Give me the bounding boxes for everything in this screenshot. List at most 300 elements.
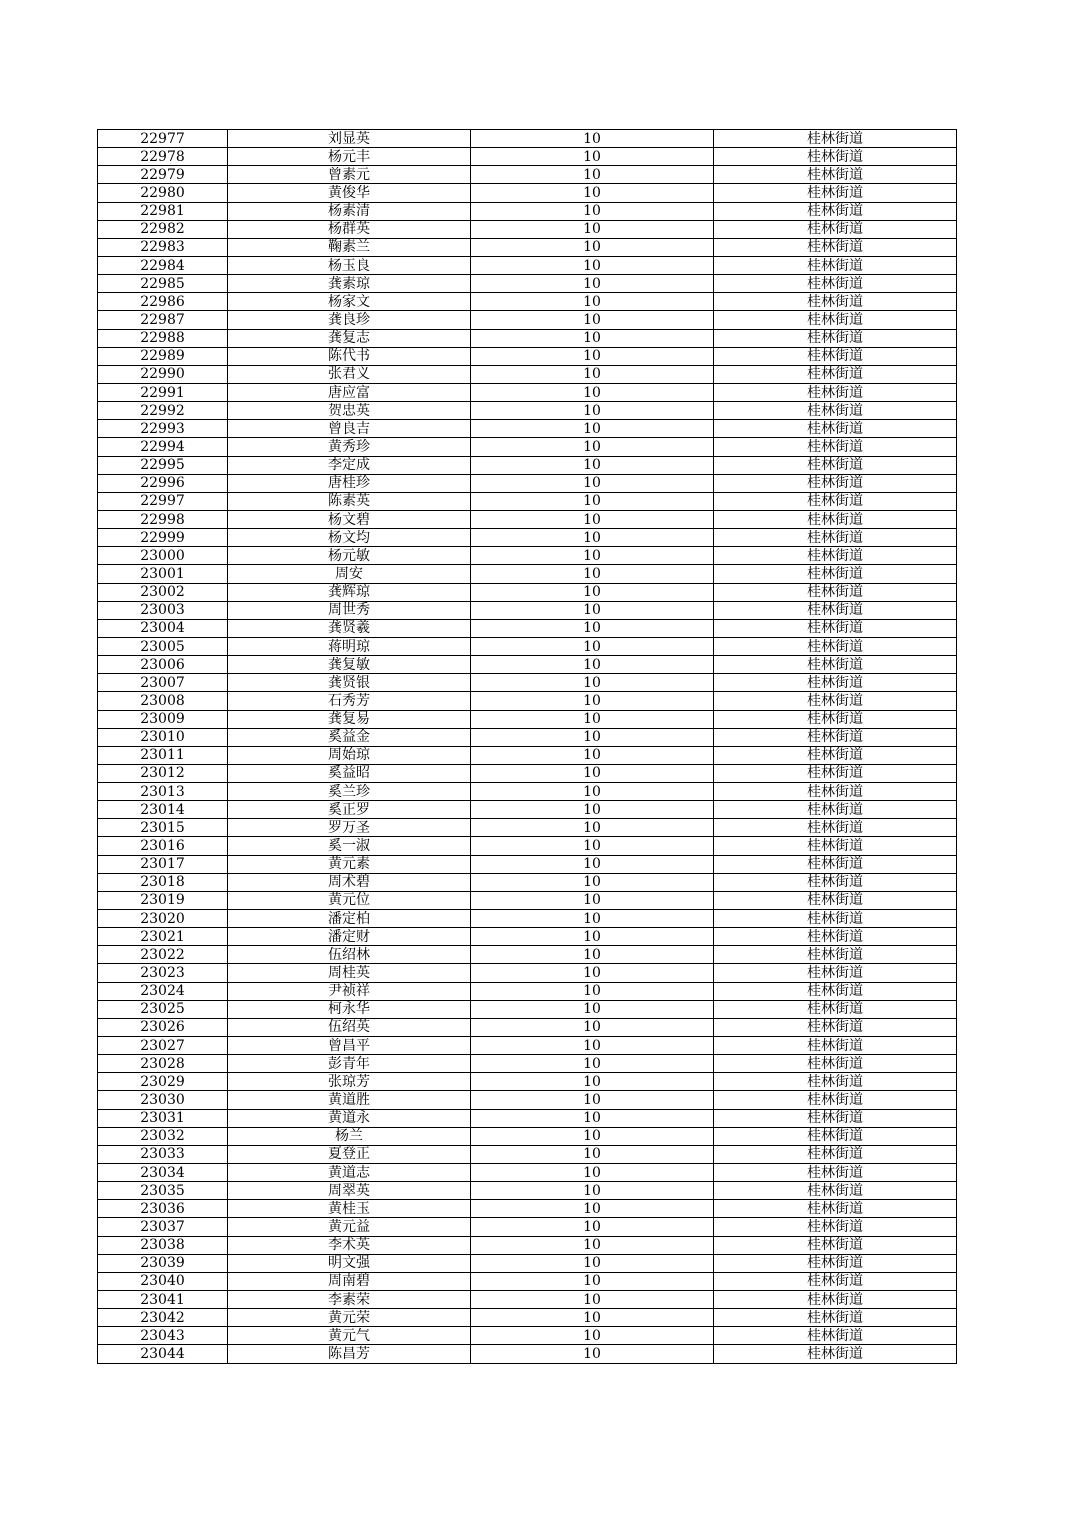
row-area-cell: 桂林街道 (714, 347, 957, 365)
row-area-cell: 桂林街道 (714, 474, 957, 492)
row-amount-cell: 10 (471, 855, 714, 873)
row-name-cell: 伍绍林 (228, 946, 471, 964)
row-area-cell: 桂林街道 (714, 1000, 957, 1018)
row-amount-cell: 10 (471, 728, 714, 746)
row-area-cell: 桂林街道 (714, 656, 957, 674)
row-amount-cell: 10 (471, 964, 714, 982)
row-amount-cell: 10 (471, 1327, 714, 1345)
row-name-cell: 杨群英 (228, 220, 471, 238)
row-area-cell: 桂林街道 (714, 365, 957, 383)
row-amount-cell: 10 (471, 1109, 714, 1127)
table-row (98, 1182, 957, 1200)
row-id-cell: 23014 (98, 801, 228, 819)
table-row (98, 637, 957, 655)
row-area-cell: 桂林街道 (714, 910, 957, 928)
table-row (98, 1236, 957, 1254)
row-id-cell: 23010 (98, 728, 228, 746)
table-row (98, 347, 957, 365)
row-id-cell: 22995 (98, 456, 228, 474)
row-amount-cell: 10 (471, 438, 714, 456)
row-id-cell: 23036 (98, 1200, 228, 1218)
row-amount-cell: 10 (471, 329, 714, 347)
table-row (98, 928, 957, 946)
row-area-cell: 桂林街道 (714, 1218, 957, 1236)
row-area-cell: 桂林街道 (714, 166, 957, 184)
row-area-cell: 桂林街道 (714, 710, 957, 728)
row-area-cell: 桂林街道 (714, 311, 957, 329)
row-name-cell: 李素荣 (228, 1291, 471, 1309)
row-name-cell: 杨文碧 (228, 510, 471, 528)
table-row (98, 311, 957, 329)
row-area-cell: 桂林街道 (714, 946, 957, 964)
row-id-cell: 22990 (98, 365, 228, 383)
table-row (98, 1091, 957, 1109)
row-name-cell: 石秀芳 (228, 692, 471, 710)
row-area-cell: 桂林街道 (714, 510, 957, 528)
row-area-cell: 桂林街道 (714, 674, 957, 692)
table-row (98, 365, 957, 383)
row-area-cell: 桂林街道 (714, 619, 957, 637)
table-row (98, 1127, 957, 1145)
row-area-cell: 桂林街道 (714, 1018, 957, 1036)
row-name-cell: 杨元敏 (228, 547, 471, 565)
row-area-cell: 桂林街道 (714, 1182, 957, 1200)
row-amount-cell: 10 (471, 1055, 714, 1073)
row-amount-cell: 10 (471, 456, 714, 474)
row-id-cell: 22997 (98, 492, 228, 510)
row-id-cell: 23034 (98, 1164, 228, 1182)
table-row (98, 656, 957, 674)
row-amount-cell: 10 (471, 220, 714, 238)
table-row (98, 873, 957, 891)
row-id-cell: 23017 (98, 855, 228, 873)
row-name-cell: 黄元荣 (228, 1309, 471, 1327)
row-area-cell: 桂林街道 (714, 1272, 957, 1290)
row-amount-cell: 10 (471, 474, 714, 492)
row-area-cell: 桂林街道 (714, 148, 957, 166)
row-area-cell: 桂林街道 (714, 1073, 957, 1091)
row-name-cell: 张君义 (228, 365, 471, 383)
row-amount-cell: 10 (471, 982, 714, 1000)
row-area-cell: 桂林街道 (714, 456, 957, 474)
row-id-cell: 22998 (98, 510, 228, 528)
row-amount-cell: 10 (471, 801, 714, 819)
row-amount-cell: 10 (471, 1073, 714, 1091)
row-area-cell: 桂林街道 (714, 764, 957, 782)
row-amount-cell: 10 (471, 565, 714, 583)
row-name-cell: 夏登正 (228, 1145, 471, 1163)
row-area-cell: 桂林街道 (714, 746, 957, 764)
row-area-cell: 桂林街道 (714, 728, 957, 746)
row-name-cell: 黄元气 (228, 1327, 471, 1345)
row-name-cell: 龚复志 (228, 329, 471, 347)
row-area-cell: 桂林街道 (714, 873, 957, 891)
row-amount-cell: 10 (471, 402, 714, 420)
table-row (98, 220, 957, 238)
row-name-cell: 龚素琼 (228, 275, 471, 293)
table-row (98, 1345, 957, 1363)
row-amount-cell: 10 (471, 764, 714, 782)
row-name-cell: 曾良吉 (228, 420, 471, 438)
row-area-cell: 桂林街道 (714, 601, 957, 619)
row-id-cell: 23028 (98, 1055, 228, 1073)
row-area-cell: 桂林街道 (714, 492, 957, 510)
row-amount-cell: 10 (471, 275, 714, 293)
row-name-cell: 奚正罗 (228, 801, 471, 819)
row-id-cell: 23038 (98, 1236, 228, 1254)
row-id-cell: 23020 (98, 910, 228, 928)
row-amount-cell: 10 (471, 1018, 714, 1036)
row-id-cell: 22985 (98, 275, 228, 293)
table-row (98, 148, 957, 166)
table-row (98, 891, 957, 909)
row-amount-cell: 10 (471, 873, 714, 891)
row-name-cell: 杨文均 (228, 529, 471, 547)
row-name-cell: 李术英 (228, 1236, 471, 1254)
row-name-cell: 杨素清 (228, 202, 471, 220)
row-name-cell: 李定成 (228, 456, 471, 474)
row-area-cell: 桂林街道 (714, 1164, 957, 1182)
row-amount-cell: 10 (471, 529, 714, 547)
row-id-cell: 23033 (98, 1145, 228, 1163)
row-name-cell: 黄元素 (228, 855, 471, 873)
row-id-cell: 22978 (98, 148, 228, 166)
row-name-cell: 黄俊华 (228, 184, 471, 202)
row-area-cell: 桂林街道 (714, 928, 957, 946)
row-area-cell: 桂林街道 (714, 402, 957, 420)
table-row (98, 1218, 957, 1236)
row-id-cell: 22991 (98, 383, 228, 401)
row-amount-cell: 10 (471, 910, 714, 928)
row-amount-cell: 10 (471, 148, 714, 166)
row-id-cell: 23042 (98, 1309, 228, 1327)
row-id-cell: 23031 (98, 1109, 228, 1127)
row-area-cell: 桂林街道 (714, 293, 957, 311)
row-area-cell: 桂林街道 (714, 783, 957, 801)
row-id-cell: 22989 (98, 347, 228, 365)
row-name-cell: 唐桂珍 (228, 474, 471, 492)
table-row (98, 1109, 957, 1127)
row-amount-cell: 10 (471, 837, 714, 855)
row-area-cell: 桂林街道 (714, 1236, 957, 1254)
row-amount-cell: 10 (471, 1145, 714, 1163)
row-id-cell: 23009 (98, 710, 228, 728)
row-amount-cell: 10 (471, 601, 714, 619)
table-row (98, 130, 957, 148)
row-id-cell: 22977 (98, 130, 228, 148)
row-name-cell: 潘定财 (228, 928, 471, 946)
row-id-cell: 22987 (98, 311, 228, 329)
table-row (98, 783, 957, 801)
row-name-cell: 奚一淑 (228, 837, 471, 855)
table-row (98, 329, 957, 347)
table-row (98, 692, 957, 710)
table-row (98, 529, 957, 547)
table-row (98, 1272, 957, 1290)
row-area-cell: 桂林街道 (714, 1091, 957, 1109)
row-id-cell: 23005 (98, 637, 228, 655)
table-row (98, 855, 957, 873)
table-row (98, 1309, 957, 1327)
row-id-cell: 23037 (98, 1218, 228, 1236)
row-amount-cell: 10 (471, 1037, 714, 1055)
table-row (98, 1145, 957, 1163)
row-area-cell: 桂林街道 (714, 383, 957, 401)
row-id-cell: 22992 (98, 402, 228, 420)
row-area-cell: 桂林街道 (714, 855, 957, 873)
table-row (98, 256, 957, 274)
row-name-cell: 曾昌平 (228, 1037, 471, 1055)
row-area-cell: 桂林街道 (714, 801, 957, 819)
row-amount-cell: 10 (471, 1091, 714, 1109)
row-id-cell: 22986 (98, 293, 228, 311)
row-id-cell: 23021 (98, 928, 228, 946)
row-name-cell: 黄桂玉 (228, 1200, 471, 1218)
row-amount-cell: 10 (471, 311, 714, 329)
row-amount-cell: 10 (471, 1272, 714, 1290)
table-row (98, 1327, 957, 1345)
row-id-cell: 23039 (98, 1254, 228, 1272)
row-id-cell: 22988 (98, 329, 228, 347)
row-area-cell: 桂林街道 (714, 692, 957, 710)
table-row (98, 1037, 957, 1055)
row-name-cell: 奚益昭 (228, 764, 471, 782)
row-amount-cell: 10 (471, 928, 714, 946)
row-id-cell: 23022 (98, 946, 228, 964)
row-area-cell: 桂林街道 (714, 1291, 957, 1309)
row-id-cell: 23023 (98, 964, 228, 982)
row-name-cell: 龚复敏 (228, 656, 471, 674)
row-name-cell: 黄道永 (228, 1109, 471, 1127)
row-amount-cell: 10 (471, 1309, 714, 1327)
row-id-cell: 22980 (98, 184, 228, 202)
row-area-cell: 桂林街道 (714, 547, 957, 565)
row-amount-cell: 10 (471, 347, 714, 365)
row-amount-cell: 10 (471, 293, 714, 311)
row-name-cell: 潘定柏 (228, 910, 471, 928)
row-name-cell: 奚益金 (228, 728, 471, 746)
row-amount-cell: 10 (471, 1218, 714, 1236)
row-id-cell: 23030 (98, 1091, 228, 1109)
row-name-cell: 杨元丰 (228, 148, 471, 166)
row-name-cell: 黄道胜 (228, 1091, 471, 1109)
table-row (98, 275, 957, 293)
table-row (98, 837, 957, 855)
row-amount-cell: 10 (471, 383, 714, 401)
row-area-cell: 桂林街道 (714, 837, 957, 855)
row-name-cell: 周始琼 (228, 746, 471, 764)
row-id-cell: 23015 (98, 819, 228, 837)
table-row (98, 383, 957, 401)
table-row (98, 565, 957, 583)
table-row (98, 964, 957, 982)
row-id-cell: 23027 (98, 1037, 228, 1055)
row-name-cell: 贺忠英 (228, 402, 471, 420)
row-name-cell: 刘显英 (228, 130, 471, 148)
table-row (98, 1018, 957, 1036)
table-row (98, 710, 957, 728)
table-row (98, 910, 957, 928)
row-amount-cell: 10 (471, 783, 714, 801)
row-amount-cell: 10 (471, 710, 714, 728)
row-amount-cell: 10 (471, 166, 714, 184)
row-name-cell: 唐应富 (228, 383, 471, 401)
table-row (98, 238, 957, 256)
table-row (98, 1055, 957, 1073)
row-area-cell: 桂林街道 (714, 220, 957, 238)
row-name-cell: 黄元益 (228, 1218, 471, 1236)
row-id-cell: 23001 (98, 565, 228, 583)
row-id-cell: 23043 (98, 1327, 228, 1345)
row-name-cell: 龚贤银 (228, 674, 471, 692)
row-area-cell: 桂林街道 (714, 420, 957, 438)
row-area-cell: 桂林街道 (714, 1037, 957, 1055)
row-area-cell: 桂林街道 (714, 184, 957, 202)
row-name-cell: 周翠英 (228, 1182, 471, 1200)
row-area-cell: 桂林街道 (714, 819, 957, 837)
row-id-cell: 23008 (98, 692, 228, 710)
row-id-cell: 23013 (98, 783, 228, 801)
row-name-cell: 周术碧 (228, 873, 471, 891)
row-id-cell: 22979 (98, 166, 228, 184)
row-name-cell: 黄道志 (228, 1164, 471, 1182)
row-amount-cell: 10 (471, 547, 714, 565)
row-amount-cell: 10 (471, 510, 714, 528)
row-amount-cell: 10 (471, 656, 714, 674)
row-id-cell: 23003 (98, 601, 228, 619)
row-amount-cell: 10 (471, 583, 714, 601)
row-area-cell: 桂林街道 (714, 1254, 957, 1272)
row-amount-cell: 10 (471, 238, 714, 256)
row-name-cell: 柯永华 (228, 1000, 471, 1018)
table-row (98, 746, 957, 764)
row-name-cell: 杨兰 (228, 1127, 471, 1145)
row-name-cell: 曾素元 (228, 166, 471, 184)
row-area-cell: 桂林街道 (714, 275, 957, 293)
row-id-cell: 23002 (98, 583, 228, 601)
row-area-cell: 桂林街道 (714, 637, 957, 655)
data-table (97, 129, 957, 1364)
row-name-cell: 黄秀珍 (228, 438, 471, 456)
row-area-cell: 桂林街道 (714, 1309, 957, 1327)
row-amount-cell: 10 (471, 1200, 714, 1218)
row-id-cell: 23040 (98, 1272, 228, 1290)
row-id-cell: 23041 (98, 1291, 228, 1309)
table-row (98, 492, 957, 510)
row-amount-cell: 10 (471, 946, 714, 964)
table-row (98, 456, 957, 474)
row-name-cell: 龚贤羲 (228, 619, 471, 637)
row-id-cell: 23000 (98, 547, 228, 565)
row-amount-cell: 10 (471, 1291, 714, 1309)
row-id-cell: 22993 (98, 420, 228, 438)
row-id-cell: 23007 (98, 674, 228, 692)
table-row (98, 1000, 957, 1018)
row-name-cell: 陈代书 (228, 347, 471, 365)
table-body (98, 130, 957, 1364)
table-row (98, 1164, 957, 1182)
row-id-cell: 22999 (98, 529, 228, 547)
table-row (98, 202, 957, 220)
row-name-cell: 龚良珍 (228, 311, 471, 329)
table-row (98, 982, 957, 1000)
table-row (98, 1200, 957, 1218)
row-amount-cell: 10 (471, 891, 714, 909)
row-amount-cell: 10 (471, 619, 714, 637)
row-area-cell: 桂林街道 (714, 1127, 957, 1145)
table-row (98, 1291, 957, 1309)
table-row (98, 674, 957, 692)
row-area-cell: 桂林街道 (714, 1109, 957, 1127)
row-area-cell: 桂林街道 (714, 1055, 957, 1073)
row-area-cell: 桂林街道 (714, 438, 957, 456)
row-id-cell: 23029 (98, 1073, 228, 1091)
row-id-cell: 22994 (98, 438, 228, 456)
row-id-cell: 22982 (98, 220, 228, 238)
row-area-cell: 桂林街道 (714, 1327, 957, 1345)
table-row (98, 438, 957, 456)
row-area-cell: 桂林街道 (714, 982, 957, 1000)
table-row (98, 801, 957, 819)
row-name-cell: 伍绍英 (228, 1018, 471, 1036)
table-row (98, 1254, 957, 1272)
row-name-cell: 奚兰珍 (228, 783, 471, 801)
row-amount-cell: 10 (471, 1000, 714, 1018)
row-area-cell: 桂林街道 (714, 238, 957, 256)
row-amount-cell: 10 (471, 202, 714, 220)
row-amount-cell: 10 (471, 1236, 714, 1254)
row-id-cell: 22984 (98, 256, 228, 274)
row-amount-cell: 10 (471, 674, 714, 692)
row-area-cell: 桂林街道 (714, 256, 957, 274)
table-row (98, 619, 957, 637)
row-area-cell: 桂林街道 (714, 1200, 957, 1218)
row-name-cell: 杨家文 (228, 293, 471, 311)
row-amount-cell: 10 (471, 819, 714, 837)
table-row (98, 184, 957, 202)
row-id-cell: 23019 (98, 891, 228, 909)
row-name-cell: 蒋明琼 (228, 637, 471, 655)
table-row (98, 474, 957, 492)
row-name-cell: 周世秀 (228, 601, 471, 619)
row-id-cell: 22983 (98, 238, 228, 256)
row-area-cell: 桂林街道 (714, 583, 957, 601)
table-row (98, 166, 957, 184)
row-area-cell: 桂林街道 (714, 964, 957, 982)
table-row (98, 583, 957, 601)
row-area-cell: 桂林街道 (714, 565, 957, 583)
row-name-cell: 周安 (228, 565, 471, 583)
row-amount-cell: 10 (471, 492, 714, 510)
row-amount-cell: 10 (471, 1254, 714, 1272)
row-area-cell: 桂林街道 (714, 1145, 957, 1163)
row-id-cell: 23004 (98, 619, 228, 637)
row-id-cell: 23035 (98, 1182, 228, 1200)
table-row (98, 1073, 957, 1091)
row-id-cell: 23032 (98, 1127, 228, 1145)
row-amount-cell: 10 (471, 1164, 714, 1182)
table-row (98, 728, 957, 746)
table-row (98, 946, 957, 964)
row-id-cell: 23006 (98, 656, 228, 674)
row-name-cell: 明文强 (228, 1254, 471, 1272)
row-id-cell: 23044 (98, 1345, 228, 1363)
row-id-cell: 22981 (98, 202, 228, 220)
row-amount-cell: 10 (471, 1182, 714, 1200)
row-name-cell: 龚辉琼 (228, 583, 471, 601)
table-row (98, 420, 957, 438)
row-name-cell: 彭青年 (228, 1055, 471, 1073)
